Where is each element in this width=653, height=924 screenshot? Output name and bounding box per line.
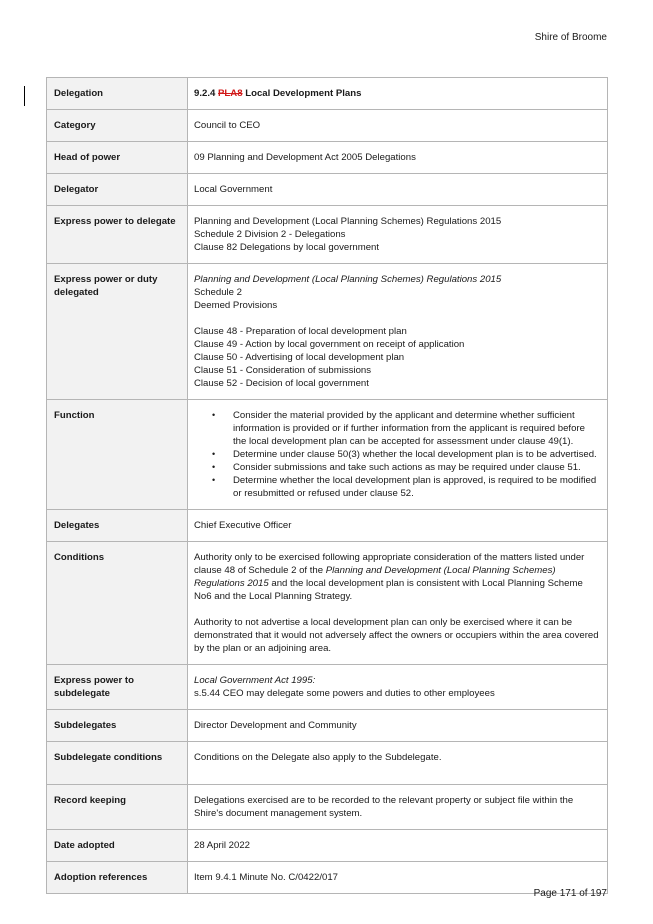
delegation-old-code: PLA8 xyxy=(218,88,243,99)
label-date-adopted: Date adopted xyxy=(47,830,188,862)
row-head-of-power xyxy=(47,142,608,174)
value-delegator: Local Government xyxy=(188,174,608,206)
clause-line: Clause 50 - Advertising of local development plan xyxy=(194,352,405,363)
function-list xyxy=(194,409,599,500)
delegation-table xyxy=(46,77,608,894)
line: Clause 82 Delegations by local government xyxy=(194,242,380,253)
value-subdelegates: Director Development and Community xyxy=(188,710,608,742)
document-header-organisation: Shire of Broome xyxy=(534,32,607,43)
value-adoption-references: Item 9.4.1 Minute No. C/0422/017 xyxy=(188,862,608,894)
value-function xyxy=(188,400,608,510)
clause-line: Clause 51 - Consideration of submissions xyxy=(194,365,372,376)
function-item: • Consider submissions and take such actions as may be required under clause 51. xyxy=(233,461,599,474)
delegation-number: 9.2.4 xyxy=(194,88,216,99)
label-function: Function xyxy=(47,400,188,510)
label-express-power-or-duty: Express power or duty delegated xyxy=(47,264,188,400)
label-conditions: Conditions xyxy=(47,542,188,665)
row-adoption-references xyxy=(47,862,608,894)
row-delegation xyxy=(47,78,608,110)
value-express-power-to-subdelegate xyxy=(188,665,608,710)
clause-line: Clause 52 - Decision of local government xyxy=(194,378,369,389)
value-express-power-to-delegate xyxy=(188,206,608,264)
label-delegation: Delegation xyxy=(47,78,188,110)
value-record-keeping: Delegations exercised are to be recorded to the relevant property or subject file within the Shire's document management system. xyxy=(188,785,608,830)
label-category: Category xyxy=(47,110,188,142)
line: Planning and Development (Local Planning Schemes) Regulations 2015 xyxy=(194,216,502,227)
function-item: • Consider the material provided by the applicant and determine whether sufficient information is provided or if further information from the applicant is required before the local development plan can be accepted for assessment under clause 49(1). xyxy=(233,409,599,448)
label-delegates: Delegates xyxy=(47,510,188,542)
value-delegates: Chief Executive Officer xyxy=(188,510,608,542)
row-function xyxy=(47,400,608,510)
label-head-of-power: Head of power xyxy=(47,142,188,174)
label-express-power-to-subdelegate: Express power to subdelegate xyxy=(47,665,188,710)
value-subdelegate-conditions: Conditions on the Delegate also apply to the Subdelegate. xyxy=(188,742,608,785)
row-record-keeping xyxy=(47,785,608,830)
label-adoption-references: Adoption references xyxy=(47,862,188,894)
function-item: • Determine whether the local development plan is approved, is required to be modified or resubmitted or refused under clause 52. xyxy=(233,474,599,500)
value-conditions xyxy=(188,542,608,665)
label-subdelegate-conditions: Subdelegate conditions xyxy=(47,742,188,785)
row-delegator xyxy=(47,174,608,206)
conditions-paragraph-2: Authority to not advertise a local development plan can only be exercised where it can be demonstrated that it would not adversely affect the owners or occupiers within the area covered by the plan or an adjoining area. xyxy=(194,617,599,654)
label-express-power-to-delegate: Express power to delegate xyxy=(47,206,188,264)
line: Schedule 2 Division 2 - Delegations xyxy=(194,229,346,240)
conditions-paragraph-1: Authority only to be exercised following appropriate consideration of the matters listed under clause 48 of Schedule 2 of the Planning and Development (Local Planning Schemes) Regulations 2015 and the local development plan is consistent with Local Planning Scheme No6 and the Local Planning Strategy. xyxy=(194,552,585,602)
line: Deemed Provisions xyxy=(194,300,278,311)
value-express-power-or-duty xyxy=(188,264,608,400)
label-subdelegates: Subdelegates xyxy=(47,710,188,742)
row-category xyxy=(47,110,608,142)
page-number: Page 171 of 197 xyxy=(533,888,607,899)
row-express-power-or-duty xyxy=(47,264,608,400)
revision-change-bar xyxy=(24,86,25,106)
delegation-title: Local Development Plans xyxy=(245,88,362,99)
act-name: Local Government Act 1995: xyxy=(194,675,316,686)
row-express-power-to-subdelegate xyxy=(47,665,608,710)
row-subdelegates xyxy=(47,710,608,742)
label-record-keeping: Record keeping xyxy=(47,785,188,830)
value-category: Council to CEO xyxy=(188,110,608,142)
row-date-adopted xyxy=(47,830,608,862)
regulation-name: Planning and Development (Local Planning Schemes) Regulations 2015 xyxy=(194,274,502,285)
row-delegates xyxy=(47,510,608,542)
line: Schedule 2 xyxy=(194,287,243,298)
clause-line: Clause 49 - Action by local government on receipt of application xyxy=(194,339,465,350)
value-date-adopted: 28 April 2022 xyxy=(188,830,608,862)
row-conditions xyxy=(47,542,608,665)
label-delegator: Delegator xyxy=(47,174,188,206)
clause-line: Clause 48 - Preparation of local development plan xyxy=(194,326,407,337)
function-item: • Determine under clause 50(3) whether the local development plan is to be advertised. xyxy=(233,448,599,461)
value-delegation xyxy=(188,78,608,110)
row-express-power-to-delegate xyxy=(47,206,608,264)
value-head-of-power: 09 Planning and Development Act 2005 Delegations xyxy=(188,142,608,174)
row-subdelegate-conditions xyxy=(47,742,608,785)
line: s.5.44 CEO may delegate some powers and duties to other employees xyxy=(194,688,495,699)
